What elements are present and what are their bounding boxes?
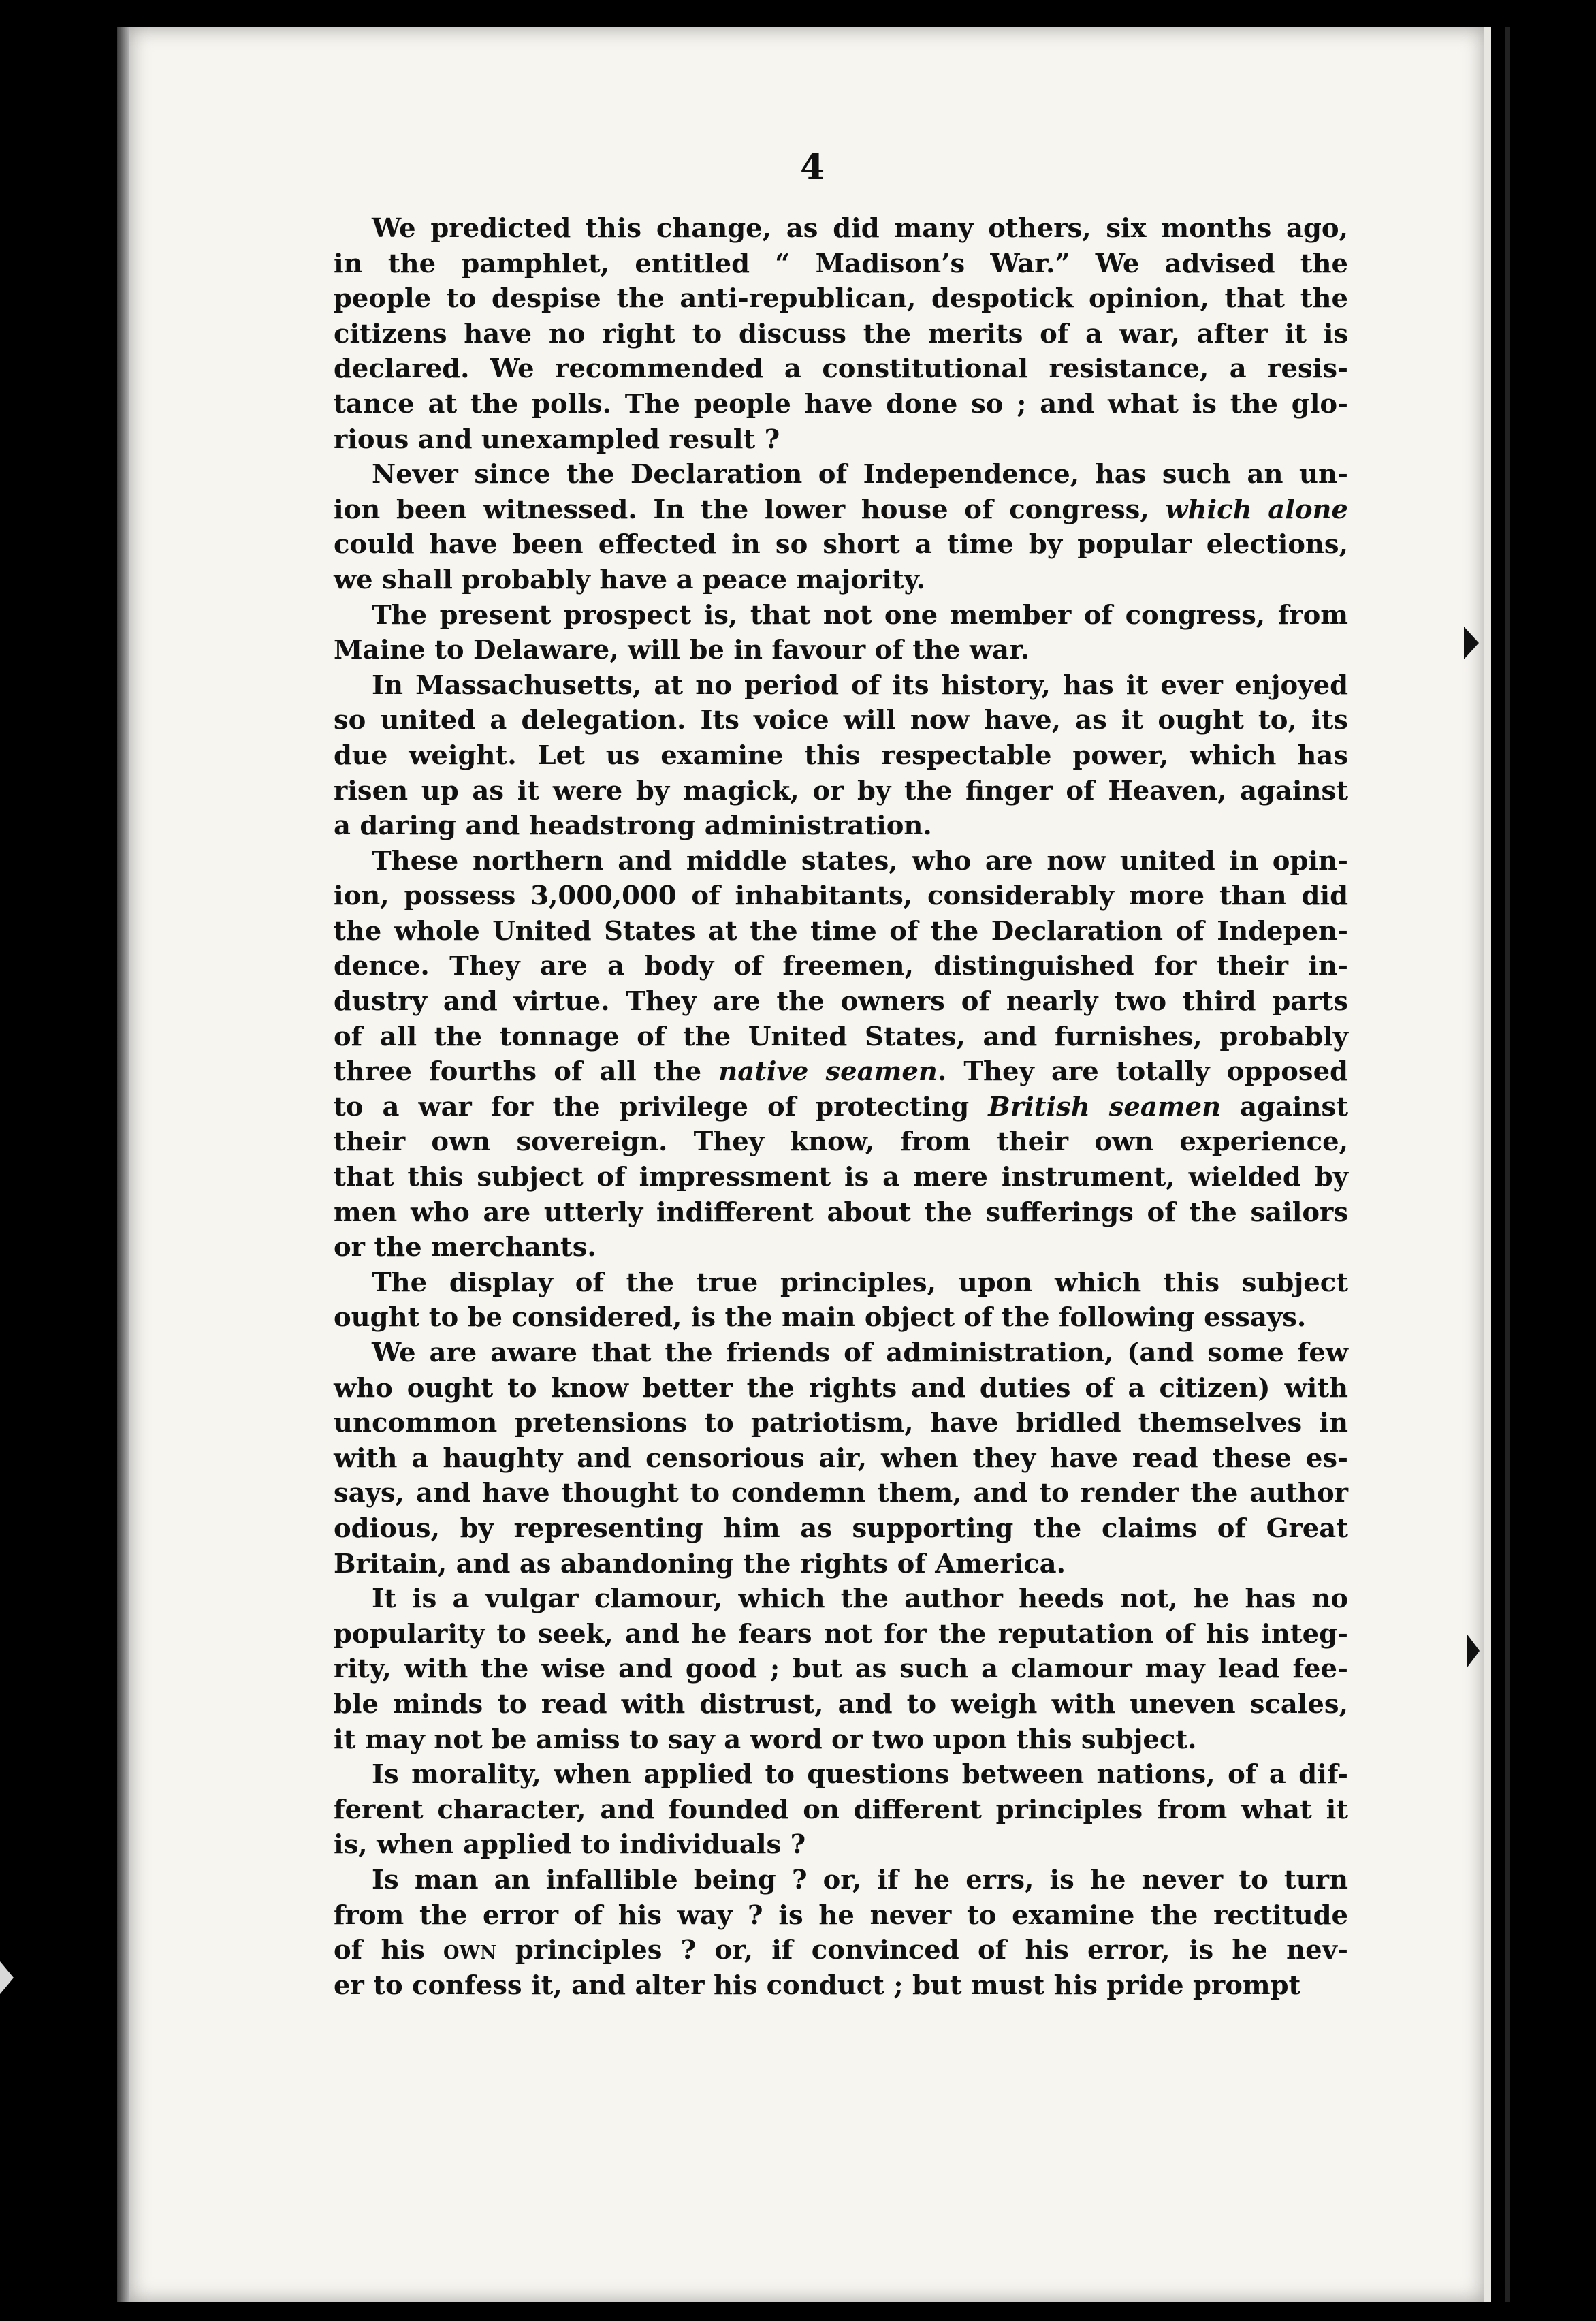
text-line: with a haughty and censorious air, when they have read these es- (334, 1442, 1348, 1474)
text-line: a daring and headstrong administration. (334, 810, 932, 842)
smallcaps-fragment: own (443, 1935, 497, 1966)
text-line: in the pamphlet, entitled “ Madison’s War.” We advised the (334, 248, 1348, 279)
margin-mark-top (1464, 627, 1479, 659)
text-fragment: three fourths of all the (334, 1056, 719, 1088)
page-number: 4 (800, 146, 825, 188)
text-line: In Massachusetts, at no period of its history, has it ever enjoyed (372, 669, 1348, 701)
text-fragment: of his (334, 1935, 444, 1966)
text-line: says, and have thought to condemn them, and to render the author (334, 1478, 1348, 1509)
text-line: we shall probably have a peace majority. (334, 564, 925, 595)
text-line: dustry and virtue. They are the owners of nearly two third parts (334, 986, 1348, 1017)
paragraph-6 (334, 1265, 1348, 1336)
text-line: it may not be amiss to say a word or two upon this subject. (334, 1724, 1197, 1755)
text-fragment: ion been witnessed. In the lower house of congress, (334, 494, 1166, 525)
text-fragment: against (1221, 1091, 1348, 1122)
text-line: Is morality, when applied to questions between nations, of a dif- (372, 1759, 1348, 1790)
text-line: the whole United States at the time of the Declaration of Indepen- (334, 915, 1348, 947)
text-line: We are aware that the friends of administration, (and some few (372, 1338, 1348, 1368)
text-line: Never since the Declaration of Independence, has such an un- (372, 459, 1348, 490)
paragraph-9 (334, 1757, 1348, 1863)
text-line: It is a vulgar clamour, which the author heeds not, he has no (372, 1583, 1348, 1615)
margin-mark-bottom (1467, 1635, 1480, 1667)
text-line: Britain, and as abandoning the rights of America. (334, 1548, 1066, 1579)
text-line: of all the tonnage of the United States, and furnishes, probably (334, 1021, 1348, 1052)
text-line: These northern and middle states, who are now united in opin- (372, 845, 1348, 877)
paragraph-10 (334, 1863, 1348, 2003)
text-line: popularity to seek, and he fears not for the reputation of his integ- (334, 1618, 1348, 1649)
text-line: uncommon pretensions to patriotism, have bridled themselves in (334, 1408, 1348, 1439)
text-line: ble minds to read with distrust, and to weigh with uneven scales, (334, 1688, 1348, 1720)
italic-fragment: native seamen (718, 1056, 938, 1088)
text-fragment: to a war for the privilege of protecting (334, 1091, 989, 1122)
text-line (334, 1090, 1348, 1125)
document-body (334, 211, 1348, 2003)
text-line: declared. We recommended a constitutional resistance, a resis- (334, 353, 1348, 385)
text-line: who ought to know better the rights and duties of a citizen) with (334, 1372, 1348, 1404)
text-line: so united a delegation. Its voice will now have, as it ought to, its (334, 705, 1348, 736)
paragraph-8 (334, 1581, 1348, 1757)
text-line: The display of the true principles, upon which this subject (372, 1267, 1348, 1298)
paragraph-3 (334, 598, 1348, 668)
text-line: ion, possess 3,000,000 of inhabitants, considerably more than did (334, 881, 1348, 912)
text-line: er to confess it, and alter his conduct ; but must his pride prompt (334, 1970, 1301, 2001)
text-line: ought to be considered, is the main object of the following essays. (334, 1302, 1307, 1333)
paragraph-5 (334, 844, 1348, 1265)
text-line: rity, with the wise and good ; but as such a clamour may lead fee- (334, 1654, 1348, 1685)
text-line: from the error of his way ? is he never to examine the rectitude (334, 1899, 1348, 1931)
text-line: citizens have no right to discuss the merits of a war, after it is (334, 318, 1348, 349)
text-line: tance at the polls. The people have done so ; and what is the glo- (334, 388, 1348, 420)
text-line: people to despise the anti-republican, despotick opinion, that the (334, 283, 1348, 315)
text-fragment: . They are totally opposed (937, 1056, 1348, 1088)
text-line: We predicted this change, as did many others, six months ago, (372, 213, 1348, 244)
text-line: Maine to Delaware, will be in favour of the war. (334, 635, 1030, 666)
right-border (1505, 27, 1510, 2302)
italic-fragment: British seamen (988, 1091, 1222, 1122)
text-line (334, 1933, 1348, 1968)
paragraph-2 (334, 457, 1348, 597)
paragraph-1 (334, 211, 1348, 457)
text-line: Is man an infallible being ? or, if he errs, is he never to turn (372, 1864, 1348, 1895)
text-line: dence. They are a body of freemen, distinguished for their in- (334, 951, 1348, 982)
paragraph-7 (334, 1336, 1348, 1581)
text-line: The present prospect is, that not one member of congress, from (372, 599, 1348, 631)
text-line: that this subject of impressment is a mere instrument, wielded by (334, 1162, 1348, 1193)
text-line: rious and unexampled result ? (334, 424, 780, 455)
text-line: risen up as it were by magick, or by the finger of Heaven, against (334, 775, 1348, 806)
text-line: is, when applied to individuals ? (334, 1829, 806, 1861)
text-line: men who are utterly indifferent about the sufferings of the sailors (334, 1197, 1348, 1228)
paragraph-4 (334, 668, 1348, 844)
text-line: or the merchants. (334, 1232, 596, 1263)
text-line: could have been effected in so short a time by popular elections, (334, 529, 1348, 560)
text-line (334, 492, 1348, 528)
text-fragment: principles ? or, if convinced of his error, is he nev- (496, 1935, 1348, 1966)
italic-fragment: which alone (1165, 494, 1348, 525)
text-line: their own sovereign. They know, from their own experience, (334, 1126, 1348, 1158)
left-margin-mark (0, 1961, 14, 1994)
text-line: odious, by representing him as supporting the claims of Great (334, 1513, 1348, 1544)
text-line (334, 1054, 1348, 1090)
page-edge-right (1484, 27, 1491, 2302)
text-line: ferent character, and founded on different principles from what it (334, 1794, 1348, 1825)
text-line: due weight. Let us examine this respectable power, which has (334, 740, 1348, 771)
